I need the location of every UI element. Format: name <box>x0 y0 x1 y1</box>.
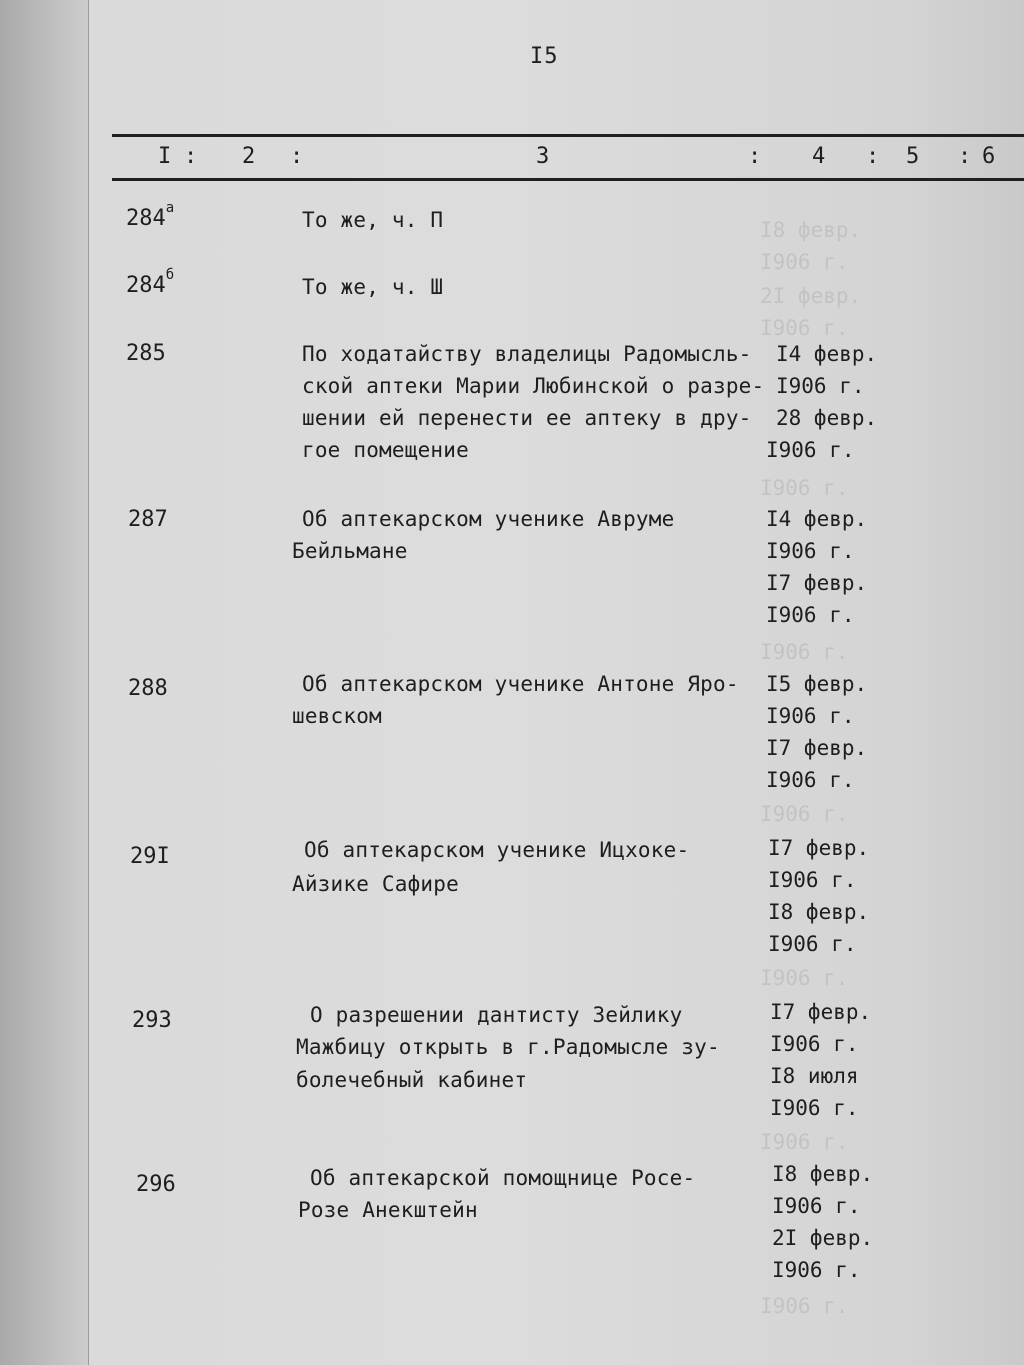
record-description-line: ской аптеки Марии Любинской о разре- <box>302 374 765 398</box>
column-separator: : <box>290 144 304 169</box>
page-number: I5 <box>530 44 559 69</box>
record-date-line: I7 февр. <box>768 836 870 860</box>
record-description-line: шевском <box>292 704 382 728</box>
record-number: 293 <box>132 1008 172 1033</box>
record-date-line: I7 февр. <box>770 1000 872 1024</box>
record-description-line: О разрешении дантисту Зейлику <box>310 1003 683 1027</box>
bleed-through-text: I8 февр. <box>760 218 862 242</box>
record-number: $284^б$ <box>126 267 175 298</box>
record-number-suffix: а <box>165 200 175 216</box>
record-number: 29I <box>130 844 170 869</box>
column-header-1: I <box>158 144 172 169</box>
record-number-suffix: б <box>165 267 175 283</box>
header-rule-top <box>112 134 1024 137</box>
bleed-through-text: I906 г. <box>760 1130 849 1154</box>
record-date-line: I906 г. <box>766 768 855 792</box>
record-number: $284^а$ <box>126 200 175 231</box>
record-date-line: I906 г. <box>770 1096 859 1120</box>
record-description-line: болечебный кабинет <box>296 1068 528 1092</box>
record-date-line: 28 февр. <box>776 406 878 430</box>
record-description: То же, ч. Ш <box>302 275 444 299</box>
bleed-through-text: I906 г. <box>760 1294 849 1318</box>
record-number: 285 <box>126 341 166 366</box>
header-rule-bottom <box>112 178 1024 181</box>
bleed-through-text: I906 г. <box>760 966 849 990</box>
record-date-line: I7 февр. <box>766 571 868 595</box>
record-number: 288 <box>128 676 168 701</box>
column-header-4: 4 <box>812 144 826 169</box>
column-header-6: 6 <box>982 144 996 169</box>
record-date-line: I906 г. <box>766 438 855 462</box>
record-date-line: I8 февр. <box>768 900 870 924</box>
record-description-line: гое помещение <box>302 438 469 462</box>
adjacent-page-edge <box>0 0 89 1365</box>
record-description-line: Об аптекарском ученике Авруме <box>302 507 675 531</box>
column-separator: : <box>184 144 198 169</box>
record-date-line: I906 г. <box>770 1032 859 1056</box>
record-number: 296 <box>136 1172 176 1197</box>
column-header-5: 5 <box>906 144 920 169</box>
record-description-line: Об аптекарском ученике Антоне Яро- <box>302 672 739 696</box>
record-date-line: I906 г. <box>776 374 865 398</box>
record-description: То же, ч. П <box>302 208 444 232</box>
record-description-line: По ходатайству владелицы Радомысль- <box>302 342 752 366</box>
record-description-line: шении ей перенести ее аптеку в дру- <box>302 406 752 430</box>
record-date-line: I8 июля <box>770 1064 859 1088</box>
record-date-line: I4 февр. <box>776 342 878 366</box>
record-date-line: I906 г. <box>768 868 857 892</box>
record-description-line: Бейльмане <box>292 539 408 563</box>
bleed-through-text: I906 г. <box>760 316 849 340</box>
record-date-line: I4 февр. <box>766 507 868 531</box>
bleed-through-text: 2I февр. <box>760 284 862 308</box>
bleed-through-text: I906 г. <box>760 250 849 274</box>
record-date-line: I906 г. <box>766 603 855 627</box>
bleed-through-text: I906 г. <box>760 476 849 500</box>
column-header-3: 3 <box>536 144 550 169</box>
column-header-2: 2 <box>242 144 256 169</box>
record-date-line: I906 г. <box>766 704 855 728</box>
record-date-line: I5 февр. <box>766 672 868 696</box>
record-description-line: Розе Анекштейн <box>298 1198 478 1222</box>
record-description-line: Об аптекарской помощнице Росе- <box>310 1166 696 1190</box>
record-description-line: Айзике Сафире <box>292 872 459 896</box>
record-date-line: I8 февр. <box>772 1162 874 1186</box>
bleed-through-text: I906 г. <box>760 802 849 826</box>
record-date-line: 2I февр. <box>772 1226 874 1250</box>
record-date-line: I906 г. <box>768 932 857 956</box>
record-date-line: I906 г. <box>772 1194 861 1218</box>
record-date-line: I7 февр. <box>766 736 868 760</box>
column-separator: : <box>748 144 762 169</box>
record-description-line: Об аптекарском ученике Ицхоке- <box>304 838 690 862</box>
record-description-line: Мажбицу открыть в г.Радомысле зу- <box>296 1035 720 1059</box>
column-separator: : <box>958 144 972 169</box>
record-date-line: I906 г. <box>766 539 855 563</box>
bleed-through-text: I906 г. <box>760 640 849 664</box>
record-date-line: I906 г. <box>772 1258 861 1282</box>
record-number: 287 <box>128 507 168 532</box>
column-separator: : <box>866 144 880 169</box>
